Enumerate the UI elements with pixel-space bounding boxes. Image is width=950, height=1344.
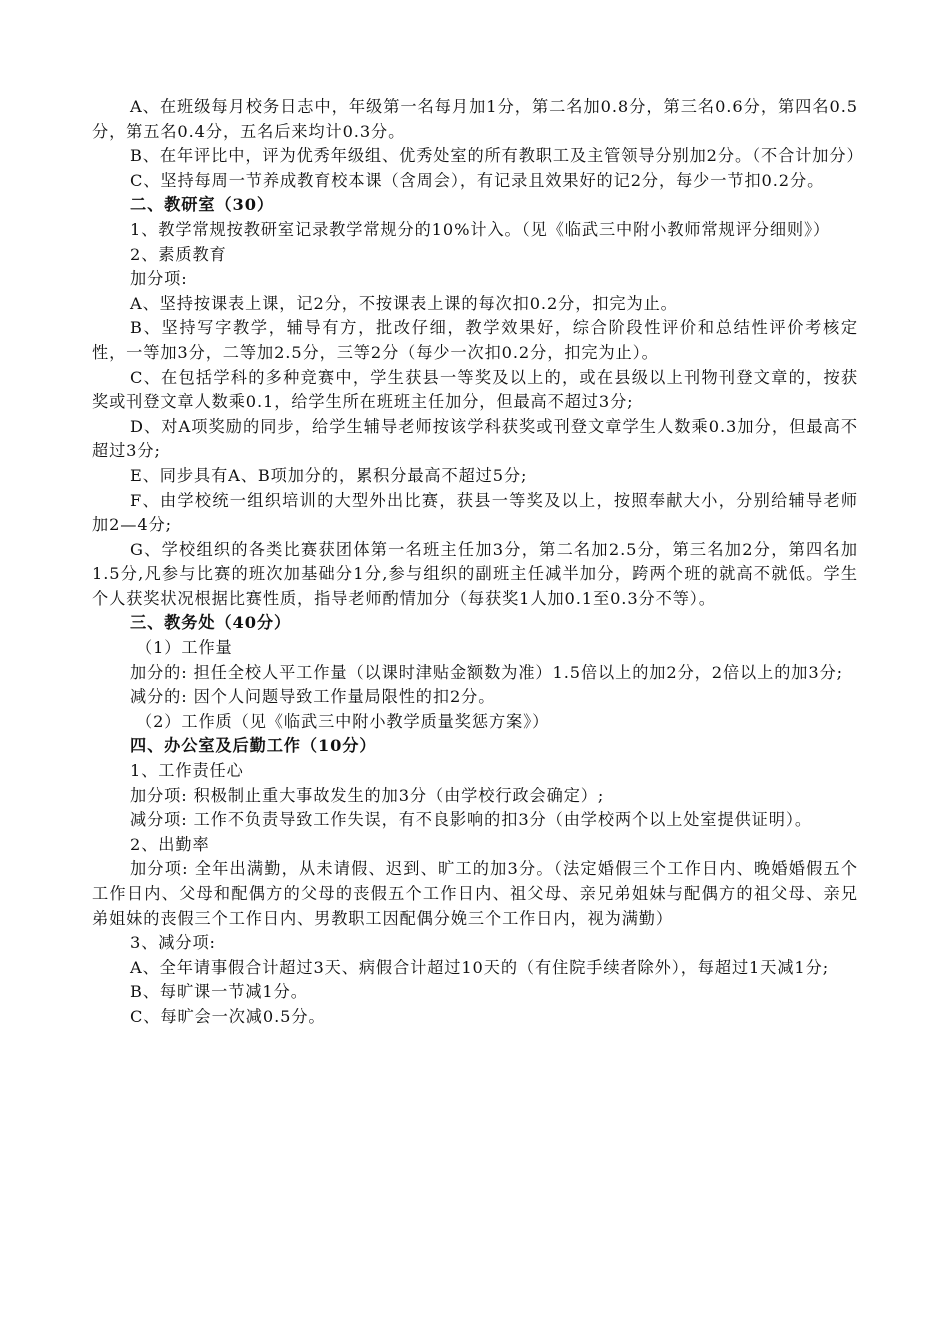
section-heading-academic-affairs: 三、教务处（40分） [130, 613, 292, 633]
paragraph-item-f: F、由学校统一组织培训的大型外出比赛，获县一等奖及以上，按照奉献大小，分别给辅导老师加2—4分; [92, 490, 858, 535]
paragraph-bonus-label: 加分项: [130, 269, 188, 289]
paragraph-item-g: G、学校组织的各类比赛获团体第一名班主任加3分，第二名加2.5分，第三名加2分，第四名加1.5分,凡参与比赛的班次加基础分1分,参与组织的副班主任减半加分，跨两个班的就高不就低。学生个人获奖状况根据比赛性质，指导老师酌情加分（每获奖1人加0.1至0.3分不等）。 [92, 539, 858, 608]
paragraph-attendance: 2、出勤率 [130, 834, 210, 854]
section-heading-office-logistics: 四、办公室及后勤工作（10分） [130, 736, 377, 756]
paragraph-workload-bonus: 加分的: 担任全校人平工作量（以课时津贴金额数为准）1.5倍以上的加2分，2倍以上的加3分; [130, 662, 844, 682]
paragraph-class-log-points: A、在班级每月校务日志中，年级第一名每月加1分，第二名加0.8分，第三名0.6分，第四名0.5分，第五名0.4分，五名后来均计0.3分。 [92, 97, 858, 141]
paragraph-item-d: D、对A项奖励的同步，给学生辅导老师按该学科获奖或刊登文章学生人数乘0.3加分，但最高不超过3分; [92, 416, 858, 461]
paragraph-item-a: A、坚持按课表上课，记2分，不按课表上课的每次扣0.2分，扣完为止。 [130, 293, 678, 313]
paragraph-deduction-c: C、每旷会一次减0.5分。 [130, 1006, 326, 1026]
paragraph-weekly-course: C、坚持每周一节养成教育校本课（含周会），有记录且效果好的记2分，每少一节扣0.2分。 [130, 170, 825, 190]
paragraph-workload-deduction: 减分的: 因个人问题导致工作量局限性的扣2分。 [130, 687, 496, 707]
paragraph-item-e: E、同步具有A、B项加分的，累积分最高不超过5分; [130, 465, 528, 485]
paragraph-item-b: B、坚持写字教学，辅导有方，批改仔细，教学效果好，综合阶段性评价和总结性评价考核定性，一等加3分，二等加2.5分，三等2分（每少一次扣0.2分，扣完为止）。 [92, 318, 858, 362]
paragraph-responsibility: 1、工作责任心 [130, 761, 244, 781]
paragraph-annual-evaluation: B、在年评比中，评为优秀年级组、优秀处室的所有教职工及主管领导分别加2分。（不合计加分） [130, 146, 864, 166]
paragraph-teaching-routine: 1、教学常规按教研室记录教学常规分的10%计入。（见《临武三中附小教师常规评分细则》） [130, 219, 831, 239]
paragraph-work-quality: （2）工作质（见《临武三中附小教学质量奖惩方案》） [136, 711, 550, 731]
paragraph-attendance-bonus: 加分项: 全年出满勤，从未请假、迟到、旷工的加3分。（法定婚假三个工作日内、晚婚婚假五个工作日内、父母和配偶方的父母的丧假五个工作日内、祖父母、亲兄弟姐妹与配偶方的祖父母、亲兄弟姐妹的丧假三个工作日内、男教职工因配偶分娩三个工作日内，视为满勤） [92, 859, 858, 928]
paragraph-item-c: C、在包括学科的多种竞赛中，学生获县一等奖及以上的，或在县级以上刊物刊登文章的，按获奖或刊登文章人数乘0.1，给学生所在班班主任加分，但最高不超过3分; [92, 367, 858, 412]
paragraph-workload: （1）工作量 [136, 638, 233, 658]
paragraph-deduction-b: B、每旷课一节减1分。 [130, 982, 308, 1002]
paragraph-deductions-label: 3、减分项: [130, 933, 216, 953]
paragraph-responsibility-deduction: 减分项: 工作不负责导致工作失误，有不良影响的扣3分（由学校两个以上处室提供证明）。 [130, 810, 812, 830]
section-heading-research: 二、教研室（30） [130, 195, 274, 215]
paragraph-deduction-a: A、全年请事假合计超过3天、病假合计超过10天的（有住院手续者除外），每超过1天减1分; [130, 957, 830, 977]
paragraph-responsibility-bonus: 加分项: 积极制止重大事故发生的加3分（由学校行政会确定）; [130, 785, 605, 805]
paragraph-quality-education: 2、素质教育 [130, 244, 227, 264]
